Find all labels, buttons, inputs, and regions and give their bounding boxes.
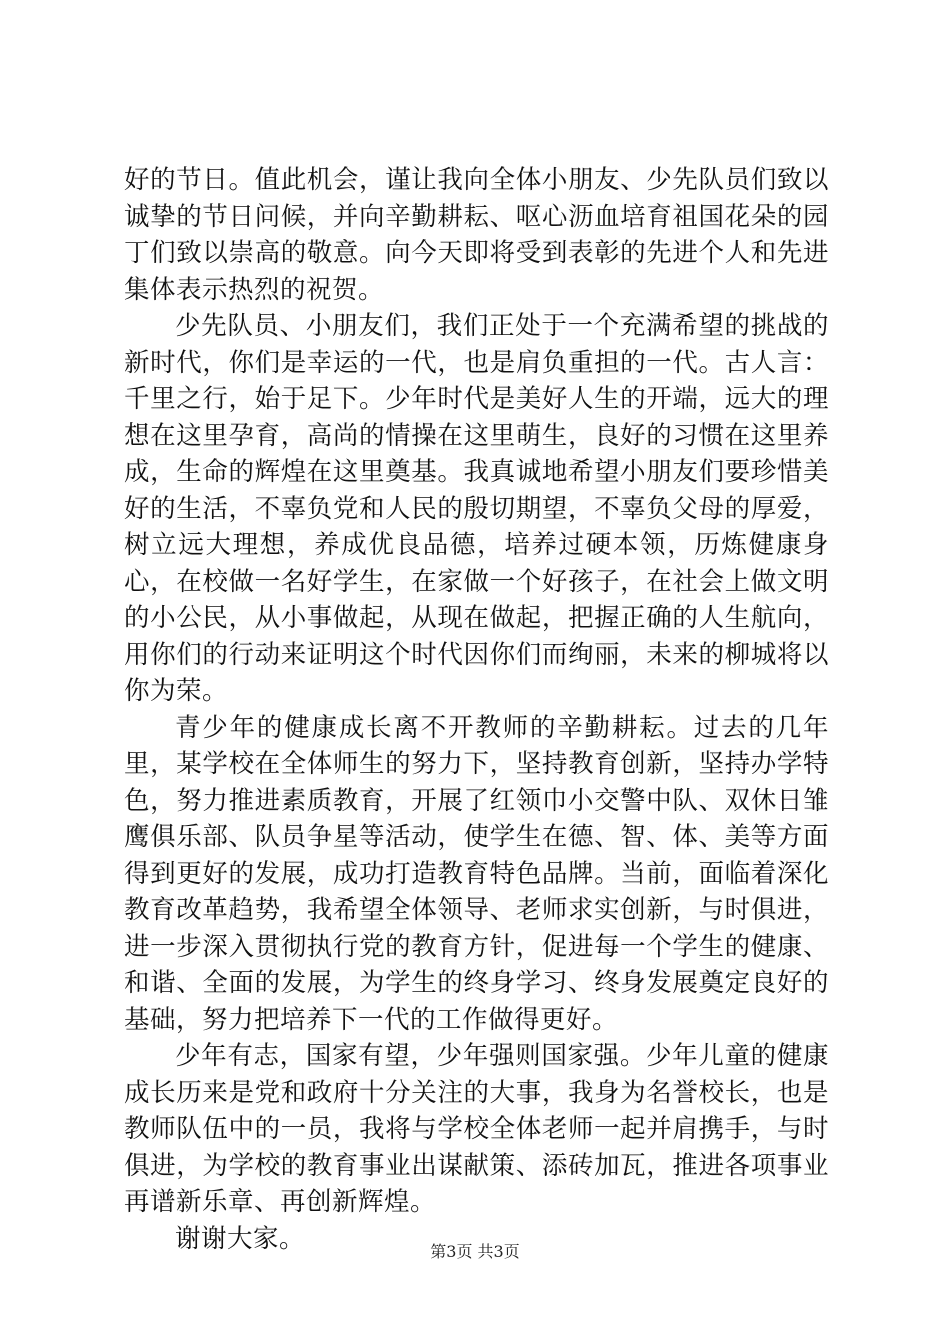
paragraph-3: 青少年的健康成长离不开教师的辛勤耕耘。过去的几年里，某学校在全体师生的努力下，坚持教育创新，坚持办学特色，努力推进素质教育，开展了红领巾小交警中队、双休日雏鹰俱乐部、队员争星等活动，使学生在德、智、体、美等方面得到更好的发展，成功打造教育特色品牌。当前，面临着深化教育改革趋势，我希望全体领导、老师求实创新，与时俱进，进一步深入贯彻执行党的教育方针，促进每一个学生的健康、和谐、全面的发展，为学生的终身学习、终身发展奠定良好的基础，努力把培养下一代的工作做得更好。 (124, 712, 829, 1035)
paragraph-5: 谢谢大家。 (175, 1223, 306, 1254)
paragraph-1: 好的节日。值此机会，谨让我向全体小朋友、少先队员们致以诚挚的节日问候，并向辛勤耕耘、呕心沥血培育祖国花朵的园丁们致以崇高的敬意。向今天即将受到表彰的先进个人和先进集体表示热烈的祝贺。 (124, 165, 829, 305)
page-number-footer: 第3页 共3页 (430, 1242, 520, 1261)
paragraph-4: 少年有志，国家有望，少年强则国家强。少年儿童的健康成长历来是党和政府十分关注的大事，我身为名誉校长，也是教师队伍中的一员，我将与学校全体老师一起并肩携手，与时俱进，为学校的教育事业出谋献策、添砖加瓦，推进各项事业再谱新乐章、再创新辉煌。 (124, 1041, 829, 1217)
document-body (124, 162, 829, 1257)
paragraph-2: 少先队员、小朋友们，我们正处于一个充满希望的挑战的新时代，你们是幸运的一代，也是肩负重担的一代。古人言：千里之行，始于足下。少年时代是美好人生的开端，远大的理想在这里孕育，高尚的情操在这里萌生，良好的习惯在这里养成，生命的辉煌在这里奠基。我真诚地希望小朋友们要珍惜美好的生活，不辜负党和人民的殷切期望，不辜负父母的厚爱，树立远大理想，养成优良品德，培养过硬本领，历炼健康身心，在校做一名好学生，在家做一个好孩子，在社会上做文明的小公民，从小事做起，从现在做起，把握正确的人生航向，用你们的行动来证明这个时代因你们而绚丽，未来的柳城将以你为荣。 (124, 311, 829, 706)
